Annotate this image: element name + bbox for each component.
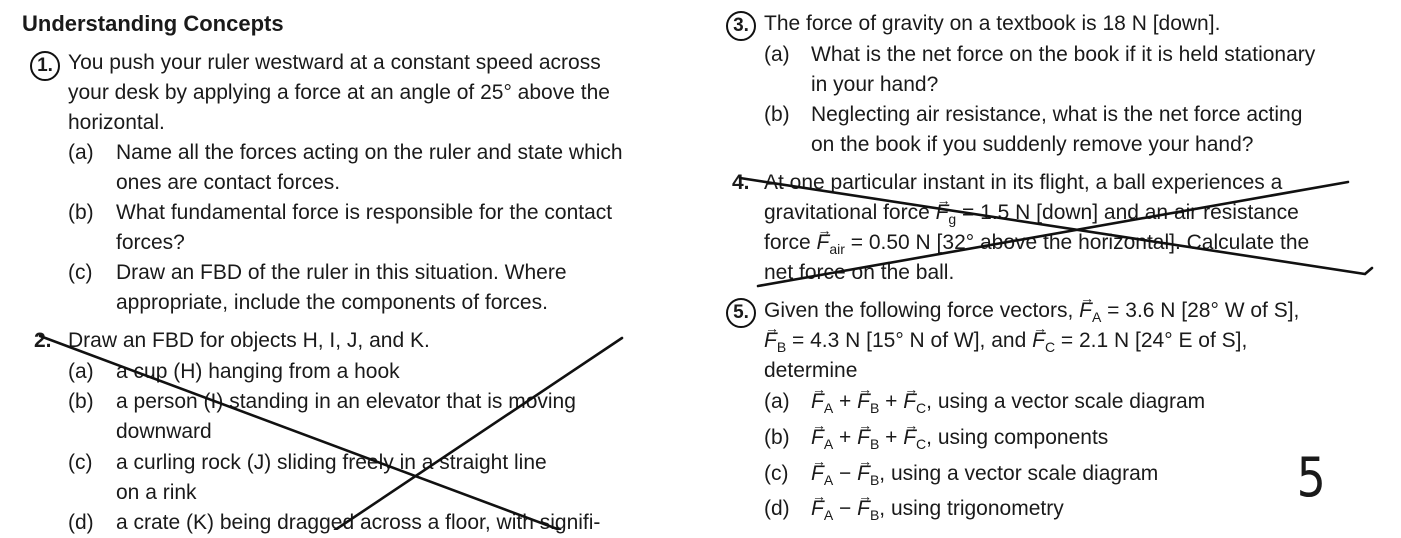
q4-crossout-stroke-1	[740, 178, 1372, 274]
q2-b-label: (b)	[68, 390, 94, 413]
q1-a-label: (a)	[68, 141, 94, 164]
q2-b-line-1: a person (I) standing in an elevator that is moving	[116, 390, 576, 413]
q2-number: 2.	[34, 329, 52, 352]
q2-c-label: (c)	[68, 451, 93, 474]
q1-a-line-2: ones are contact forces.	[116, 171, 341, 194]
q3-a-line-1: What is the net force on the book if it is held stationary	[811, 43, 1316, 66]
q4-fg-symbol: → $F_g$	[936, 198, 957, 234]
q1-c-line-2: appropriate, include the components of forces.	[116, 291, 548, 314]
q1-c-label: (c)	[68, 261, 93, 284]
q4-fair-symbol: → $F_{air}$	[817, 228, 845, 264]
q4-line-3: force → $F_{air} = 0.50$ N [32° above the horizontal]. Calculate the	[764, 228, 1309, 264]
q2-c-line-1: a curling rock (J) sliding freely in a straight line	[116, 451, 547, 474]
q1-c-line-1: Draw an FBD of the ruler in this situation. Where	[116, 261, 567, 284]
q3-b-line-2: on the book if you suddenly remove your hand?	[811, 133, 1254, 156]
q1-line-2: your desk by applying a force at an angle of 25° above the	[68, 81, 610, 104]
q3-b-line-1: Neglecting air resistance, what is the net force acting	[811, 103, 1303, 126]
q5-line-1: Given the following force vectors, → $F_A = 3.6$ N [28° W of S],	[764, 296, 1299, 332]
q2-crossout-stroke-2	[335, 338, 622, 530]
q5-b-label: (b)	[764, 426, 790, 449]
q3-a-line-2: in your hand?	[811, 73, 939, 96]
q2-b-line-2: downward	[116, 420, 212, 443]
q3-b-label: (b)	[764, 103, 790, 126]
q1-a-line-1: Name all the forces acting on the ruler and state which	[116, 141, 623, 164]
q4-crossout-stroke-2	[758, 182, 1348, 286]
q5-fb-symbol: → $F_B$	[764, 326, 786, 362]
q5-line-3: determine	[764, 359, 858, 382]
q5-d-label: (d)	[764, 497, 790, 520]
q2-a-text: a cup (H) hanging from a hook	[116, 360, 400, 383]
q5-fc-symbol: → $F_C$	[1032, 326, 1055, 362]
q2-a-label: (a)	[68, 360, 94, 383]
q2-d-text: a crate (K) being dragged across a floor, with signifi-	[116, 511, 601, 534]
section-title: Understanding Concepts	[22, 11, 284, 36]
q5-fa-symbol: → $F_A$	[1079, 296, 1101, 332]
q2-line: Draw an FBD for objects H, I, J, and K.	[68, 329, 430, 352]
q1-b-line-2: forces?	[116, 231, 185, 254]
q4-line-2: gravitational force → $F_g = 1.5$ N [down] and an air resistance	[764, 198, 1299, 234]
q3-line: The force of gravity on a textbook is 18 N [down].	[764, 12, 1221, 35]
q5-d-text: → $F_A$ − → $F_B$, using trigonometry	[811, 494, 1064, 530]
q5-b-text: → $F_A$ + → $F_B$ + → $F_C$, using components	[811, 423, 1108, 459]
q1-line-3: horizontal.	[68, 111, 165, 134]
q5-a-text: → $F_A$ + → $F_B$ + → $F_C$, using a vector scale diagram	[811, 387, 1205, 423]
q3-number-circled: 3.	[726, 11, 756, 41]
q1-number-circled: 1.	[30, 51, 60, 81]
q4-number: 4.	[732, 171, 750, 194]
q5-c-label: (c)	[764, 462, 789, 485]
q2-c-line-2: on a rink	[116, 481, 197, 504]
q1-line-1: You push your ruler westward at a constant speed across	[68, 51, 601, 74]
q1-b-label: (b)	[68, 201, 94, 224]
q5-a-label: (a)	[764, 390, 790, 413]
q3-a-label: (a)	[764, 43, 790, 66]
q5-c-text: → $F_A$ − → $F_B$, using a vector scale diagram	[811, 459, 1158, 495]
q2-d-label: (d)	[68, 511, 94, 534]
q4-line-4: net force on the ball.	[764, 261, 955, 284]
handwritten-score: 5	[1296, 446, 1326, 509]
q1-b-line-1: What fundamental force is responsible for the contact	[116, 201, 613, 224]
q5-line-2: → $F_B = 4.3$ N [15° N of W], and → $F_C = 2.1$ N [24° E of S],	[764, 326, 1247, 362]
q4-line-1: At one particular instant in its flight, a ball experiences a	[764, 171, 1283, 194]
q5-number-circled: 5.	[726, 298, 756, 328]
